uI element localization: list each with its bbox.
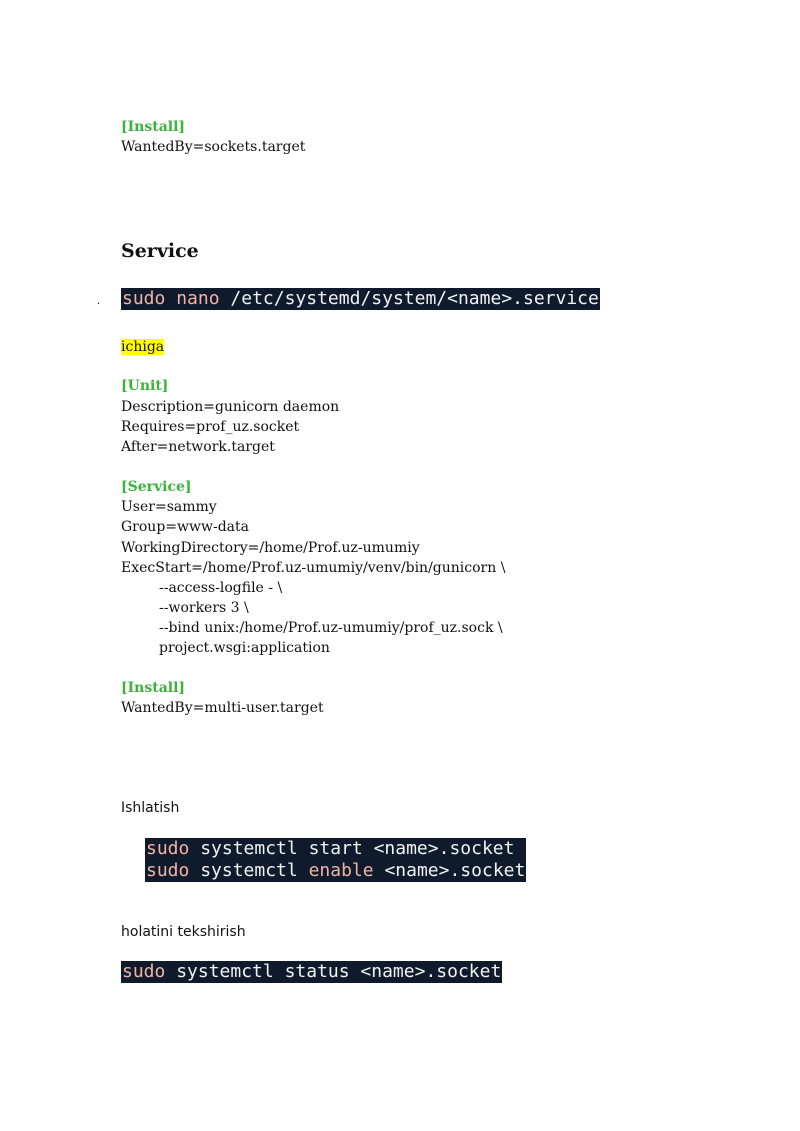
service-line: ExecStart=/home/Prof.uz-umumiy/venv/bin/gunicorn \ xyxy=(121,560,506,576)
install-header-1: [Install] xyxy=(121,119,186,135)
unit-header: [Unit] xyxy=(121,378,169,394)
nano-command: sudo nano /etc/systemd/system/<name>.service xyxy=(122,288,599,309)
enable-command: sudo systemctl enable <name>.socket xyxy=(146,860,526,881)
service-line: User=sammy xyxy=(121,499,217,515)
service-indented-line: project.wsgi:application xyxy=(159,640,330,656)
status-command: sudo systemctl status <name>.socket xyxy=(122,961,502,982)
service-heading: Service xyxy=(121,240,199,262)
wanted-by-sockets: WantedBy=sockets.target xyxy=(121,139,306,155)
service-line: WorkingDirectory=/home/Prof.uz-umumiy xyxy=(121,540,420,556)
ishlatish-label: Ishlatish xyxy=(121,800,180,816)
unit-line: After=network.target xyxy=(121,439,275,455)
bullet-dot: . xyxy=(97,296,101,307)
install-header-2: [Install] xyxy=(121,680,186,696)
ichiga-label: ichiga xyxy=(121,339,165,355)
service-line: Group=www-data xyxy=(121,519,249,535)
holatini-label: holatini tekshirish xyxy=(121,924,246,940)
start-command: sudo systemctl start <name>.socket xyxy=(146,838,515,859)
start-enable-commands xyxy=(145,838,526,882)
unit-line: Requires=prof_uz.socket xyxy=(121,419,300,435)
service-indented-line: --workers 3 \ xyxy=(159,600,249,616)
service-header: [Service] xyxy=(121,479,192,495)
wanted-by-multi-user: WantedBy=multi-user.target xyxy=(121,700,324,716)
service-indented-line: --bind unix:/home/Prof.uz-umumiy/prof_uz.sock \ xyxy=(159,620,503,636)
service-indented-line: --access-logfile - \ xyxy=(159,580,283,596)
unit-line: Description=gunicorn daemon xyxy=(121,399,340,415)
